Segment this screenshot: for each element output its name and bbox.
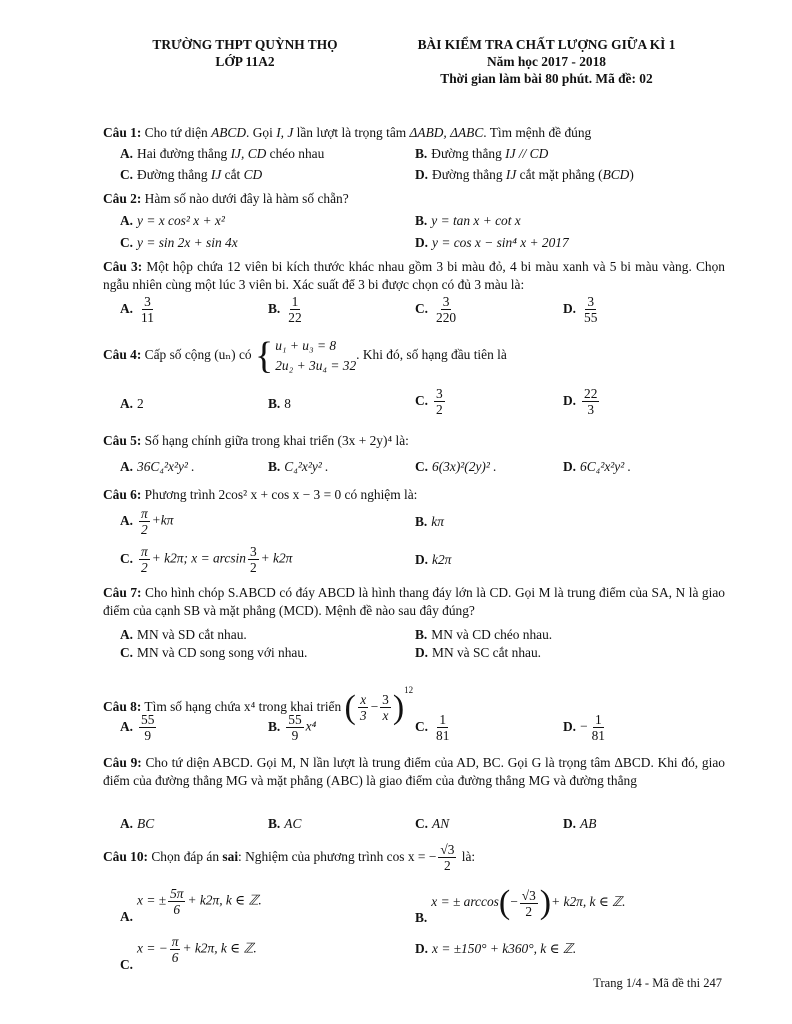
q2-option-b[interactable]: B. y = tan x + cot x: [415, 213, 521, 228]
time-code: Thời gian làm bài 80 phút. Mã đề: 02: [440, 71, 653, 86]
q4-option-d[interactable]: D. $\frac{22}{3}$: [563, 386, 598, 417]
q9-option-d[interactable]: D. AB: [563, 816, 597, 831]
question-1: Câu 1: Cho tứ diện ABCD. Gọi I, J lần lượt là trọng tâm ΔABD, ΔABC. Tìm mệnh đề đúng: [103, 125, 592, 140]
q7-option-c[interactable]: C. MN và CD song song với nhau.: [120, 645, 308, 660]
class-name: LỚP 11A2: [215, 54, 275, 69]
q7-option-b[interactable]: B. MN và CD chéo nhau.: [415, 627, 553, 642]
q1-option-a[interactable]: A. Hai đường thẳng IJ, CD chéo nhau: [120, 146, 325, 161]
q2-option-d[interactable]: D. y = cos x − sin⁴ x + 2017: [415, 235, 569, 250]
question-2: Câu 2: Hàm số nào dưới đây là hàm số chẵn?: [103, 191, 349, 206]
q3-option-d[interactable]: D. $\frac{3}{55}$: [563, 294, 598, 325]
q9-option-a[interactable]: A. BC: [120, 816, 155, 831]
q2-option-c[interactable]: C. y = sin 2x + sin 4x: [120, 235, 238, 250]
exam-title: BÀI KIỂM TRA CHẤT LƯỢNG GIỮA KÌ 1: [417, 37, 676, 52]
q6-option-c[interactable]: C. $\frac{\pi}{2}$ + k2π; x = arcsin $\frac{3}{2}$ + k2π: [120, 544, 293, 575]
school-year: Năm học 2017 - 2018: [486, 54, 607, 69]
q1-option-c[interactable]: C. Đường thẳng IJ cắt CD: [120, 167, 263, 182]
q8-option-b[interactable]: B. $\frac{55}{9}$ x⁴: [268, 712, 317, 743]
q1-option-b[interactable]: B. Đường thẳng IJ // CD: [415, 146, 549, 161]
question-9: Câu 9: Cho tứ diện ABCD. Gọi M, N lần lượt là trung điểm của AD, BC. Gọi G là trọng tâm ΔBCD. Khi đó, giao điểm của đường thẳng MG và mặt phẳng (ABC) là giao điểm của đường thẳng MG và đường thẳng: [103, 755, 725, 788]
question-6: Câu 6: Phương trình 2cos² x + cos x − 3 = 0 có nghiệm là:: [103, 487, 418, 502]
q5-option-a[interactable]: A. 36C₄²x²y² .: [120, 459, 195, 474]
header-left: [130, 36, 360, 70]
question-4: Câu 4: Cấp số cộng (uₙ) có { u₁ + u₃ = 8 2u₂ + 3u₄ = 32 . Khi đó, số hạng đầu tiên là: [103, 335, 507, 377]
q10-option-c[interactable]: C.x = − $\frac{\pi}{6}$ + k2π, k ∈ ℤ.: [120, 934, 257, 972]
q3-option-c[interactable]: C. $\frac{3}{220}$: [415, 294, 457, 325]
q6-option-d[interactable]: D. k2π: [415, 552, 452, 567]
q3-option-a[interactable]: A. $\frac{3}{11}$: [120, 294, 154, 325]
q10-option-a[interactable]: A.x = ± $\frac{5\pi}{6}$ + k2π, k ∈ ℤ.: [120, 886, 262, 924]
q4-option-b[interactable]: B. 8: [268, 396, 291, 411]
q6-option-b[interactable]: B. kπ: [415, 514, 444, 529]
q2-option-a[interactable]: A. y = x cos² x + x²: [120, 213, 225, 228]
equation-system: { u₁ + u₃ = 8 2u₂ + 3u₄ = 32: [254, 335, 357, 377]
question-7: Câu 7: Cho hình chóp S.ABCD có đáy ABCD là hình thang đáy lớn là CD. Gọi M là trung điểm của SA, N là giao điểm của cạnh SB và mặt phẳng (MCD). Mệnh đề nào sau đây đúng?: [103, 585, 725, 618]
question-10: Câu 10: Chọn đáp án sai: Nghiệm của phương trình cos x = − $\frac{√3}{2}$ là:: [103, 842, 476, 874]
q6-option-a[interactable]: A. $\frac{\pi}{2}$ +kπ: [120, 506, 174, 537]
q7-option-a[interactable]: A. MN và SD cắt nhau.: [120, 627, 247, 642]
header-right: [404, 36, 689, 87]
q9-option-c[interactable]: C. AN: [415, 816, 450, 831]
q5-option-b[interactable]: B. C₄²x²y² .: [268, 459, 329, 474]
q7-option-d[interactable]: D. MN và SC cắt nhau.: [415, 645, 542, 660]
q3-option-b[interactable]: B. $\frac{1}{22}$: [268, 294, 302, 325]
q8-option-a[interactable]: A. $\frac{55}{9}$: [120, 712, 155, 743]
q8-option-d[interactable]: D. − $\frac{1}{81}$: [563, 712, 605, 743]
q9-option-b[interactable]: B. AC: [268, 816, 302, 831]
page-footer: Trang 1/4 - Mã đề thi 247: [593, 976, 722, 990]
q1-option-d[interactable]: D. Đường thẳng IJ cắt mặt phẳng (BCD): [415, 167, 634, 182]
question-8: Câu 8: Tìm số hạng chứa x⁴ trong khai triển ( $\frac{x}{3}$ − $\frac{3}{x}$ )$^{12}$: [103, 685, 414, 726]
school-name: TRƯỜNG THPT QUỲNH THỌ: [152, 37, 338, 52]
q10-option-b[interactable]: B.x = ± arccos(− $\frac{√3}{2}$ )+ k2π, k ∈ ℤ.: [415, 884, 626, 926]
q4-option-a[interactable]: A. 2: [120, 396, 144, 411]
q5-option-c[interactable]: C. 6(3x)²(2y)² .: [415, 459, 497, 474]
q8-option-c[interactable]: C. $\frac{1}{81}$: [415, 712, 450, 743]
question-5: Câu 5: Số hạng chính giữa trong khai triển (3x + 2y)⁴ là:: [103, 433, 409, 448]
q5-option-d[interactable]: D. 6C₄²x²y² .: [563, 459, 631, 474]
question-3: Câu 3: Một hộp chứa 12 viên bi kích thước khác nhau gồm 3 bi màu đỏ, 4 bi màu xanh và 5 bi màu vàng. Chọn ngẫu nhiên cùng một lúc 3 viên bi. Xác suất để 3 bi được chọn có đủ 3 màu là:: [103, 259, 725, 292]
q10-option-d[interactable]: D. x = ±150° + k360°, k ∈ ℤ.: [415, 941, 577, 956]
q4-option-c[interactable]: C. $\frac{3}{2}$: [415, 386, 443, 417]
